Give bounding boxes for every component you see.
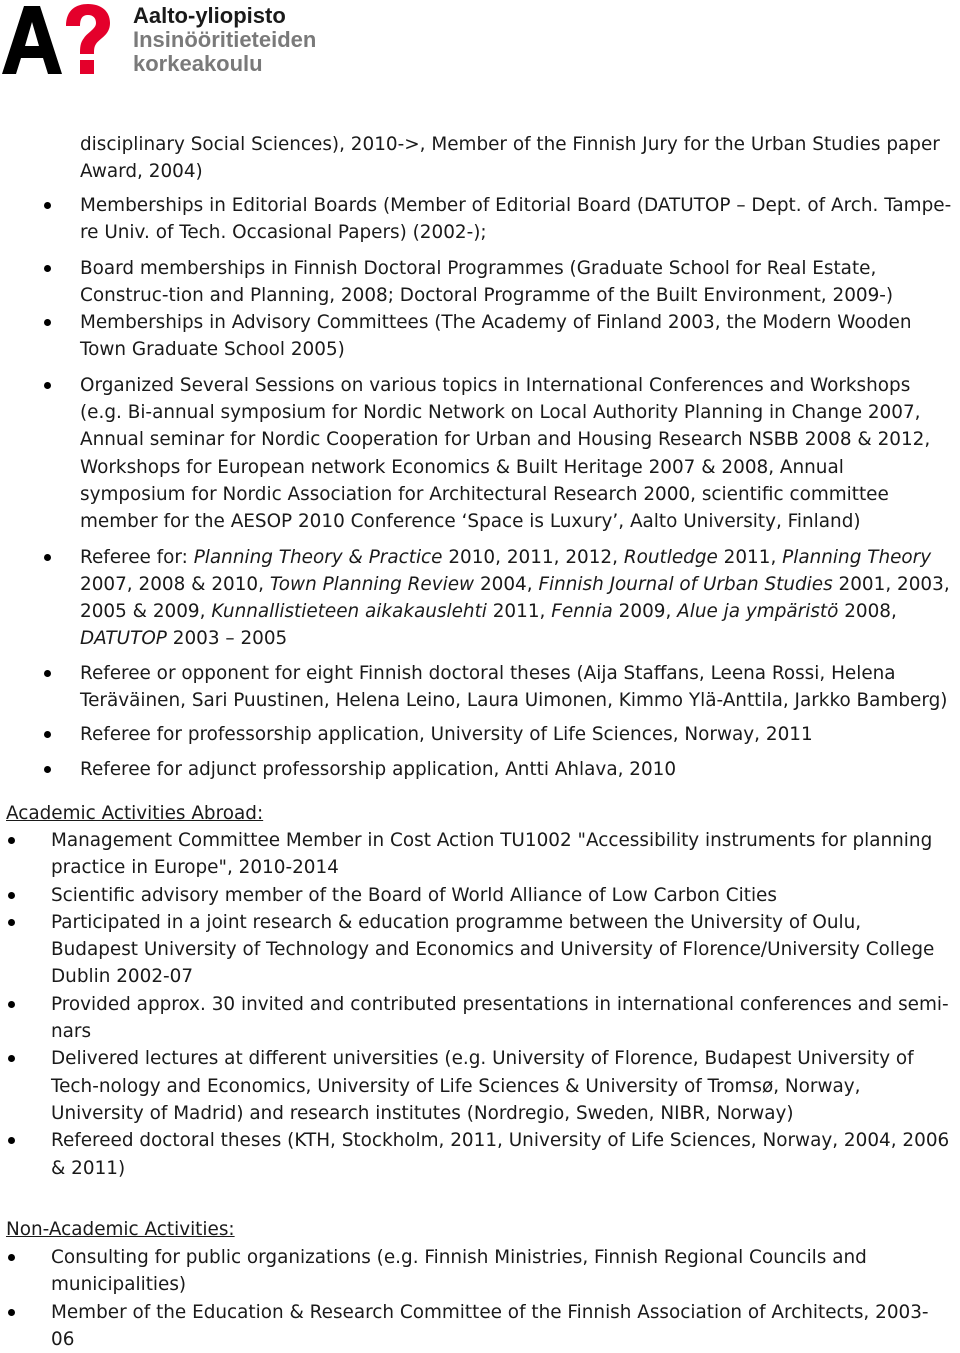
non-academic-section: [0, 1244, 960, 1353]
list-item: Participated in a joint research & education programme between the University of Oulu, Budapest University of Technology and Economics and University of Florence/University College Dublin 2002-07: [0, 909, 951, 991]
journal-title: DATUTOP: [80, 628, 167, 650]
aalto-logo-mark-icon: [2, 4, 112, 74]
continuation-line-2: Award, 2004): [80, 161, 203, 183]
continuation-text: [80, 131, 955, 186]
list-item: Management Committee Member in Cost Action TU1002 "Accessibility instruments for planning practice in Europe", 2010-2014: [0, 827, 951, 882]
text: 2007, 2008 & 2010,: [80, 573, 270, 595]
logo-line-3: korkeakoulu: [133, 51, 263, 76]
list-item: Scientific advisory member of the Board of World Alliance of Low Carbon Cities: [0, 882, 951, 909]
journal-title: Alue ja ympäristö: [677, 601, 839, 623]
list-item: Referee for professorship application, University of Life Sciences, Norway, 2011: [0, 721, 955, 748]
list-item: Referee or opponent for eight Finnish doctoral theses (Aija Staffans, Leena Rossi, Helena Teräväinen, Sari Puustinen, Helena Leino, Laura Uimonen, Kimmo Ylä-Anttila, Jarkko Bamberg): [0, 660, 955, 715]
list-item: Member of the Education & Research Committee of the Finnish Association of Architects, 2003-06: [0, 1299, 951, 1353]
list-item: Provided approx. 30 invited and contributed presentations in international conferences and semi-nars: [0, 991, 951, 1046]
text: 2010, 2011, 2012,: [442, 546, 624, 568]
section-heading-abroad: Academic Activities Abroad:: [6, 803, 264, 824]
text: 2003 – 2005: [166, 628, 288, 650]
logo-line-2: Insinööritieteiden: [133, 27, 317, 52]
list-item: Board memberships in Finnish Doctoral Programmes (Graduate School for Real Estate, Construc-tion and Planning, 2008; Doctoral Programme of the Built Environment, 2009-): [0, 255, 955, 310]
journal-title: Town Planning Review: [269, 573, 475, 595]
continuation-line-1: disciplinary Social Sciences), 2010->, Member of the Finnish Jury for the Urban Studies paper: [80, 134, 940, 155]
text: 2008,: [838, 601, 897, 623]
list-item: Memberships in Advisory Committees (The Academy of Finland 2003, the Modern Wooden Town Graduate School 2005): [0, 309, 955, 364]
list-item: Consulting for public organizations (e.g. Finnish Ministries, Finnish Regional Councils and municipalities): [0, 1244, 951, 1299]
list-item: Refereed doctoral theses (KTH, Stockholm, 2011, University of Life Sciences, Norway, 2004, 2006 & 2011): [0, 1127, 951, 1182]
university-logo: [0, 0, 340, 80]
abroad-section: [0, 827, 960, 1182]
journal-title: Finnish Journal of Urban Studies: [538, 573, 833, 595]
list-item: Delivered lectures at different universities (e.g. University of Florence, Budapest University of Tech-nology and Economics, University of Life Sciences & University of Tromsø, Norway, University of Madrid) and research institutes (Nordregio, Sweden, NIBR, Norway): [0, 1045, 951, 1127]
logo-wordmark: [133, 4, 316, 76]
journal-title: Routledge: [623, 546, 718, 568]
text: 2004,: [474, 573, 539, 595]
memberships-list: [0, 192, 960, 783]
journal-title: Fennia: [551, 601, 613, 623]
journal-title: Planning Theory: [782, 546, 932, 568]
journal-title: Planning Theory & Practice: [193, 546, 443, 568]
list-item: Referee for adjunct professorship application, Antti Ahlava, 2010: [0, 756, 955, 783]
referee-list-item: [0, 544, 955, 653]
text: 2011,: [717, 546, 783, 568]
text: 2011,: [486, 601, 552, 623]
journal-title: Kunnallistieteen aikakauslehti: [211, 601, 487, 623]
list-item: Organized Several Sessions on various topics in International Conferences and Workshops (e.g. Bi-annual symposium for Nordic Network on Local Authority Planning in Change 2007, Annual seminar for Nordic Cooperation for Urban and Housing Research NSBB 2008 & 2012, Workshops for European network Economics & Built Heritage 2007 & 2008, Annual symposium for Nordic Association for Architectural Research 2000, scientific committee member for the AESOP 2010 Conference ‘Space is Luxury’, Aalto University, Finland): [0, 372, 955, 536]
abroad-list: [0, 827, 960, 1182]
section-heading-non-academic: Non-Academic Activities:: [6, 1219, 235, 1240]
text: 2001, 2003, 2005 & 2009,: [80, 573, 950, 623]
text: 2009,: [612, 601, 678, 623]
logo-line-1: Aalto-yliopisto: [133, 3, 286, 28]
non-academic-list: [0, 1244, 960, 1353]
list-item: Memberships in Editorial Boards (Member of Editorial Board (DATUTOP – Dept. of Arch. Tampe-re Univ. of Tech. Occasional Papers) (2002-);: [0, 192, 955, 247]
text: Referee for:: [80, 546, 194, 568]
